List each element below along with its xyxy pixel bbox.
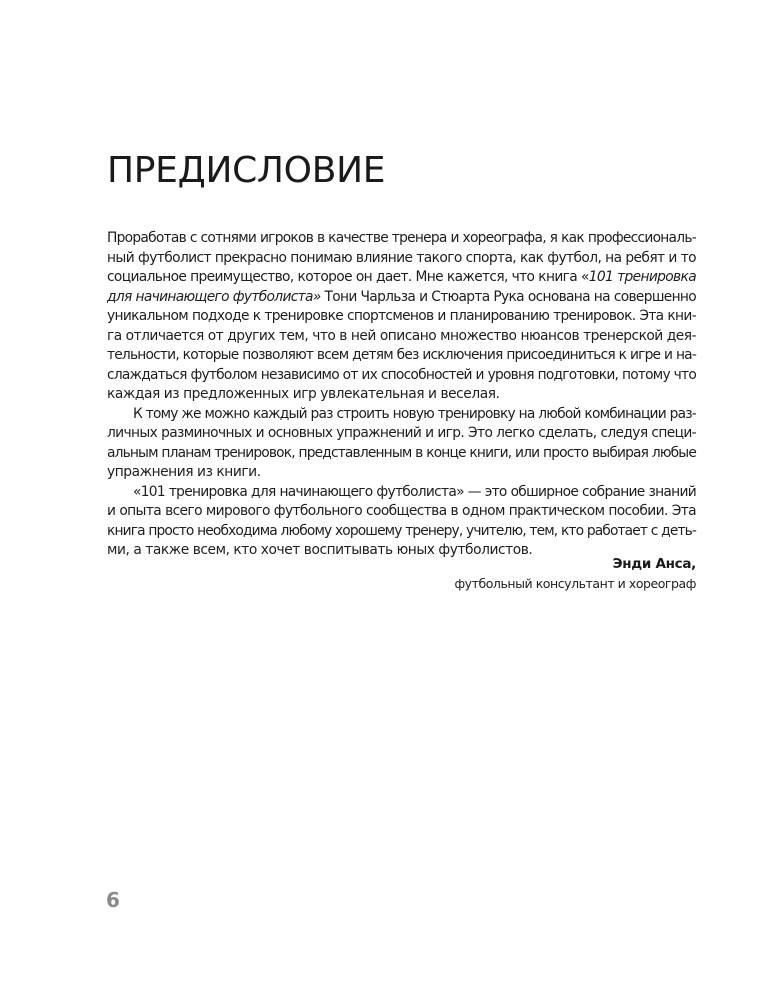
- text-line: [107, 249, 696, 269]
- text-line: [107, 483, 696, 503]
- text-line: [107, 288, 696, 308]
- text-run: слаждаться футболом независимо от их способностей и уровня подготовки, потому что: [107, 366, 696, 383]
- text-run: Проработав с сотнями игроков в качестве тренера и хореографа, я как профессиональ-: [107, 230, 696, 246]
- text-line: [107, 327, 696, 347]
- text-run: и опыта всего мирового футбольного сообщества в одном практическом пособии. Эта: [107, 503, 696, 519]
- author-role: футбольный консультант и хореограф: [454, 576, 696, 591]
- page-number: 6: [106, 888, 120, 912]
- text-line: [107, 502, 696, 522]
- text-run: упражнения из книги.: [107, 464, 261, 480]
- book-title-italic: для начинающего футболиста»: [107, 288, 321, 305]
- text-line: [107, 229, 696, 249]
- text-run: каждая из предложенных игр увлекательная и веселая.: [107, 386, 500, 402]
- text-run: ный футболист прекрасно понимаю влияние такого спорта, как футбол, на ребят и то: [107, 249, 696, 266]
- text-line: [107, 522, 696, 542]
- text-run: альным планам тренировок, представленным в конце книги, или просто выбирая любые: [107, 444, 696, 461]
- text-run: социальное преимущество, которое он дает. Мне кажется, что книга «: [107, 269, 589, 285]
- text-line: [107, 444, 696, 464]
- text-line: [107, 346, 696, 366]
- text-run: уникальном подходе к тренировке спортсменов и планированию тренировок. Эта кни-: [107, 308, 696, 324]
- text-line: [107, 268, 696, 288]
- text-line: [107, 405, 696, 425]
- text-run: Тони Чарльза и Стюарта Рука основана на совершенно: [320, 288, 696, 305]
- text-line: [107, 463, 696, 483]
- text-run: К тому же можно каждый раз строить новую тренировку на любой комбинации раз-: [133, 405, 696, 422]
- foreword-body: [107, 229, 696, 561]
- text-line: [107, 424, 696, 444]
- text-line: [107, 385, 696, 405]
- text-run: ми, а также всем, кто хочет воспитывать юных футболистов.: [107, 542, 533, 558]
- text-run: тельности, которые позволяют всем детям без исключения присоединиться к игре и на-: [107, 347, 696, 363]
- text-run: га отличается от других тем, что в ней описано множество нюансов тренерской дея-: [107, 327, 696, 344]
- author-name: Энди Анса,: [612, 556, 696, 572]
- text-run: книга просто необходима любому хорошему тренеру, учителю, тем, кто работает с деть-: [107, 522, 696, 539]
- book-title-italic: 101 тренировка: [588, 269, 696, 285]
- text-line: [107, 366, 696, 386]
- author-signature: [454, 554, 696, 594]
- text-run: личных разминочных и основных упражнений и игр. Это легко сделать, следуя специ-: [107, 425, 696, 441]
- text-run: «101 тренировка для начинающего футболиста» — это обширное собрание знаний: [133, 483, 696, 500]
- text-line: [107, 307, 696, 327]
- page-title: ПРЕДИСЛОВИЕ: [107, 150, 386, 191]
